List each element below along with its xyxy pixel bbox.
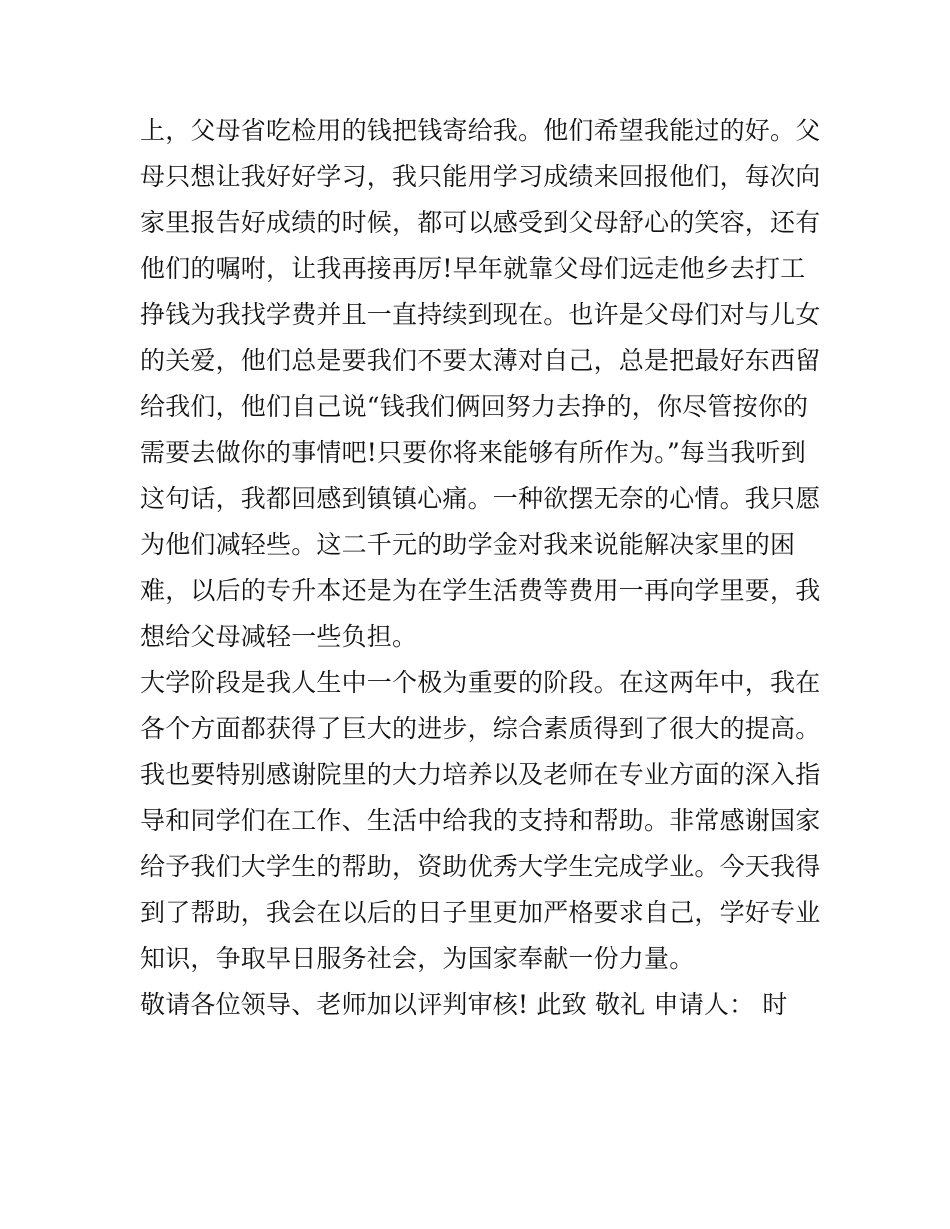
text-line: 大学阶段是我人生中一个极为重要的阶段。在这两年中，我在	[140, 668, 821, 697]
text-line: 母只想让我好好学习，我只能用学习成绩来回报他们，每次向	[140, 162, 821, 191]
text-line: 上，父母省吃检用的钱把钱寄给我。他们希望我能过的好。父	[140, 116, 821, 145]
text-line: 为他们减轻些。这二千元的助学金对我来说能解决家里的困	[140, 530, 796, 559]
text-line: 的关爱，他们总是要我们不要太薄对自己，总是把最好东西留	[140, 346, 821, 375]
text-line: 导和同学们在工作、生活中给我的支持和帮助。非常感谢国家	[140, 806, 821, 835]
text-line: 需要去做你的事情吧!只要你将来能够有所作为。”每当我听到	[140, 438, 806, 467]
text-line: 我也要特别感谢院里的大力培养以及老师在专业方面的深入指	[140, 760, 821, 789]
text-line: 敬请各位领导、老师加以评判审核! 此致 敬礼 申请人： 时	[140, 990, 788, 1019]
letter-body	[140, 108, 820, 1028]
text-line: 挣钱为我找学费并且一直持续到现在。也许是父母们对与儿女	[140, 300, 821, 329]
text-line: 给我们，他们自己说“钱我们俩回努力去挣的，你尽管按你的	[140, 392, 809, 421]
text-line: 给予我们大学生的帮助，资助优秀大学生完成学业。今天我得	[140, 852, 821, 881]
text-line: 他们的嘱咐，让我再接再厉!早年就靠父母们远走他乡去打工	[140, 254, 806, 283]
text-line: 想给父母减轻一些负担。	[140, 622, 418, 651]
text-line: 这句话，我都回感到镇镇心痛。一种欲摆无奈的心情。我只愿	[140, 484, 821, 513]
text-line: 各个方面都获得了巨大的进步，综合素质得到了很大的提高。	[140, 714, 821, 743]
text-line: 家里报告好成绩的时候，都可以感受到父母舒心的笑容，还有	[140, 208, 821, 237]
text-line: 到了帮助，我会在以后的日子里更加严格要求自己，学好专业	[140, 898, 821, 927]
text-line: 难，以后的专升本还是为在学生活费等费用一再向学里要，我	[140, 576, 821, 605]
text-line: 知识，争取早日服务社会，为国家奉献一份力量。	[140, 944, 695, 973]
